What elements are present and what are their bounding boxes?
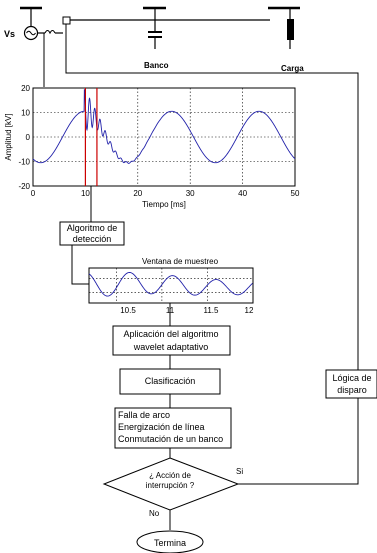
- connector-decision-trip: [238, 398, 358, 484]
- x-tick-label: 20: [133, 189, 143, 198]
- load-icon: [287, 19, 294, 40]
- window-plot-title: Ventana de muestreo: [141, 257, 219, 266]
- decision-line-2: interrupción ?: [145, 481, 195, 490]
- x-tick-label: 40: [238, 189, 248, 198]
- trip-logic-line-1: Lógica de: [332, 373, 372, 383]
- x-tick-label: 50: [290, 189, 300, 198]
- detection-line-2: detección: [72, 234, 112, 244]
- class-bank-switching: Conmutación de un banco: [118, 434, 224, 444]
- window-x-tick-label: 12: [244, 306, 254, 315]
- window-x-tick-label: 11.5: [203, 306, 219, 315]
- source-label: Vs: [4, 29, 16, 39]
- y-axis-label: Amplitud [kV]: [4, 113, 13, 161]
- classification-label: Clasificación: [144, 376, 196, 386]
- x-tick-label: 30: [185, 189, 195, 198]
- x-tick-label: 10: [80, 189, 90, 198]
- circuit: [4, 8, 358, 370]
- yes-label: Si: [236, 467, 244, 476]
- window-plot: [89, 257, 254, 315]
- trip-logic-line-2: disparo: [337, 385, 367, 395]
- window-plot-frame: [89, 268, 253, 303]
- wavelet-line-2: wavelet adaptativo: [133, 342, 209, 352]
- connector-detection-window: [72, 245, 89, 284]
- window-x-tick-label: 10.5: [120, 306, 136, 315]
- y-tick-label: 10: [21, 108, 30, 118]
- y-tick-label: 20: [21, 84, 30, 93]
- x-tick-label: 0: [30, 189, 36, 198]
- transformer-coil-icon: [45, 31, 55, 34]
- wavelet-line-1: Aplicación del algoritmo: [123, 329, 219, 339]
- x-axis-label: Tiempo [ms]: [142, 200, 186, 209]
- class-arc-fault: Falla de arco: [118, 410, 171, 420]
- main-plot: [4, 84, 300, 209]
- current-sensor-icon: [63, 17, 70, 24]
- y-tick-label: -20: [18, 182, 30, 191]
- y-tick-label: 0: [25, 133, 30, 142]
- detection-line-1: Algoritmo de: [66, 223, 118, 233]
- class-line-energization: Energización de línea: [118, 422, 205, 432]
- y-tick-label: -10: [18, 157, 30, 167]
- window-x-tick-label: 11: [165, 306, 175, 315]
- end-label: Termina: [153, 538, 187, 548]
- no-label: No: [149, 509, 160, 518]
- decision-line-1: ¿ Acción de: [149, 471, 191, 480]
- load-label: Carga: [281, 64, 304, 73]
- current-meas-wire: [66, 24, 358, 370]
- bank-label: Banco: [144, 61, 169, 70]
